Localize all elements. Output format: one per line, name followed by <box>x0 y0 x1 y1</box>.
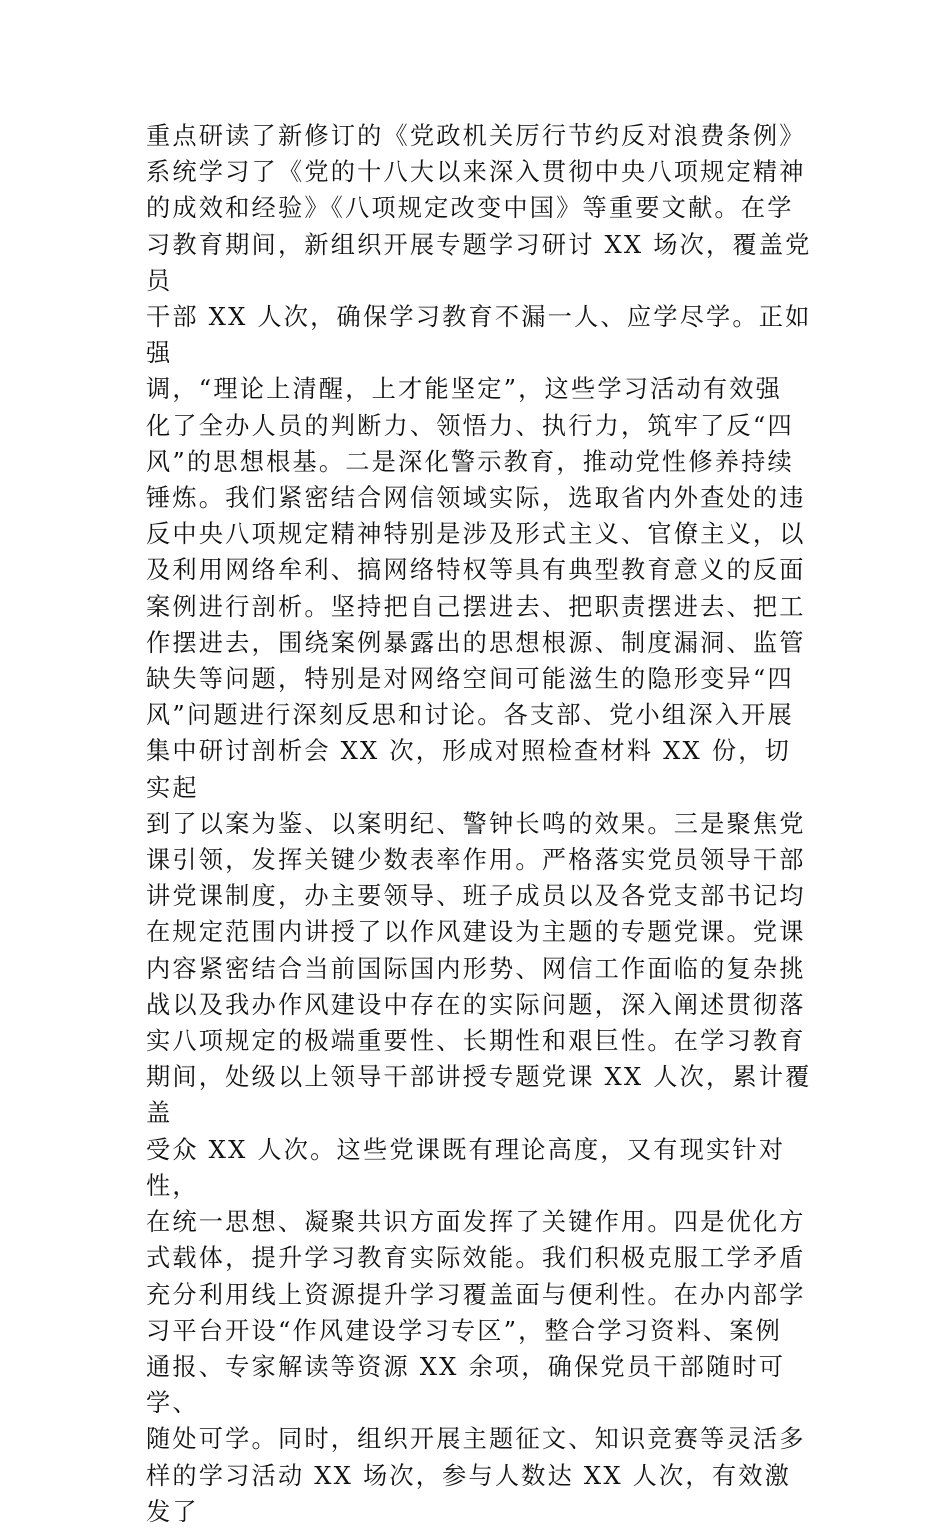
body-paragraph: 重点研读了新修订的《党政机关厉行节约反对浪费条例》 系统学习了《党的十八大以来深入贯彻中央八项规定精神 的成效和经验》《八项规定改变中国》等重要文献。在学 习教育期间，新组织开展专题学习研讨 XX 场次，覆盖党员 干部 XX 人次，确保学习教育不漏一人、应学尽学。正如强 调，“理论上清醒，上才能坚定”，这些学习活动有效强 化了全办人员的判断力、领悟力、执行力，筑牢了反“四 风”的思想根基。二是深化警示教育，推动党性修养持续 锤炼。我们紧密结合网信领域实际，选取省内外查处的违 反中央八项规定精神特别是涉及形式主义、官僚主义，以 及利用网络牟利、搞网络特权等具有典型教育意义的反面 案例进行剖析。坚持把自己摆进去、把职责摆进去、把工 作摆进去，围绕案例暴露出的思想根源、制度漏洞、监管 缺失等问题，特别是对网络空间可能滋生的隐形变异“四 风”问题进行深刻反思和讨论。各支部、党小组深入开展 集中研讨剖析会 XX 次，形成对照检查材料 XX 份，切实起 到了以案为鉴、以案明纪、警钟长鸣的效果。三是聚焦党 课引领，发挥关键少数表率作用。严格落实党员领导干部 讲党课制度，办主要领导、班子成员以及各党支部书记均 在规定范围内讲授了以作风建设为主题的专题党课。党课 内容紧密结合当前国际国内形势、网信工作面临的复杂挑 战以及我办作风建设中存在的实际问题，深入阐述贯彻落 实八项规定的极端重要性、长期性和艰巨性。在学习教育 期间，处级以上领导干部讲授专题党课 XX 人次，累计覆盖 受众 XX 人次。这些党课既有理论高度，又有现实针对性， 在统一思想、凝聚共识方面发挥了关键作用。四是优化方 式载体，提升学习教育实际效能。我们积极克服工学矛盾 充分利用线上资源提升学习覆盖面与便利性。在办内部学 习平台开设“作风建设学习专区”，整合学习资料、案例 通报、专家解读等资源 XX 余项，确保党员干部随时可学、 随处可学。同时，组织开展主题征文、知识竞赛等灵活多 样的学习活动 XX 场次，参与人数达 XX 人次，有效激发了 <box>146 122 812 1526</box>
